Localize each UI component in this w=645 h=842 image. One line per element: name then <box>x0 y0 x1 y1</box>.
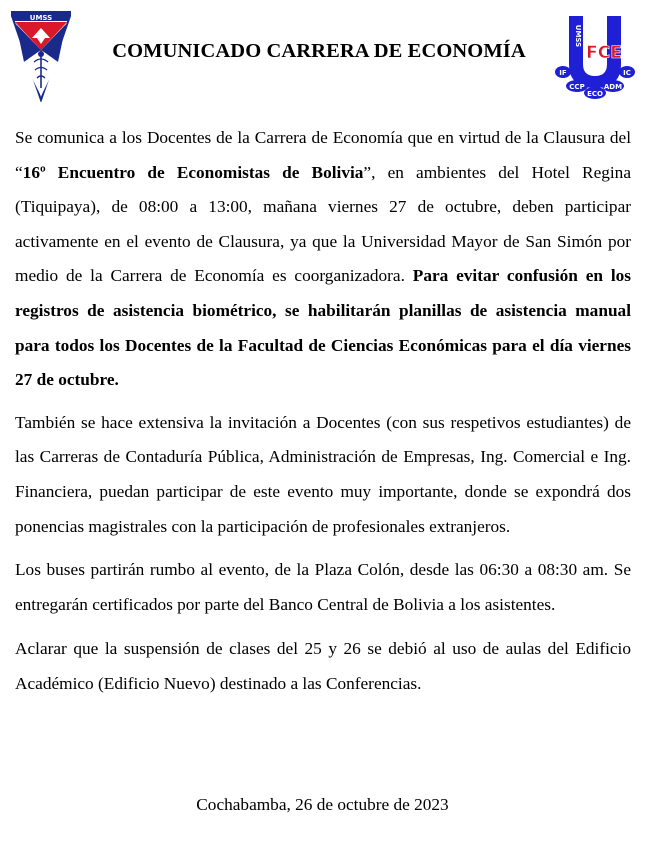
fce-badge-ic: IC <box>623 69 631 77</box>
attendance-notice: Para evitar confusión en los registros de asistencia biométrico, se habilitarán planillas de asistencia manual para todos los Docentes de la Facultad de Ciencias Económicas para el día viernes 27 de octubre. <box>15 266 632 390</box>
document-header <box>0 0 645 110</box>
paragraph-buses: Los buses partirán rumbo al evento, de la Plaza Colón, desde las 06:30 a 08:30 am. Se entregarán certificados por parte del Banco Central de Bolivia a los asistentes. <box>15 560 631 614</box>
umss-shield-logo <box>10 10 72 102</box>
intro-text-1: Se comunica a los Docentes de la Carrera de Economía que en virtud de la Clausura del “ <box>15 128 631 182</box>
paragraph-intro <box>15 121 631 398</box>
page-title: COMUNICADO CARRERA DE ECONOMÍA <box>112 40 526 62</box>
fce-side-text: UMSS <box>574 24 582 48</box>
event-name: 16º Encuentro de Economistas de Bolivia <box>22 162 364 182</box>
communique-body <box>15 121 631 702</box>
fce-badge-adm: ADM <box>603 83 623 91</box>
fce-badge-ccp: CCP <box>569 83 585 91</box>
place-date: Cochabamba, 26 de octubre de 2023 <box>196 795 449 814</box>
fce-badge-if: IF <box>559 69 567 77</box>
fce-logo <box>555 14 635 100</box>
umss-shield-text: UMSS <box>29 14 53 22</box>
fce-badge-eco: ECO <box>587 90 603 98</box>
fce-main-text: FCE <box>586 43 622 63</box>
paragraph-suspension: Aclarar que la suspensión de clases del 25 y 26 se debió al uso de aulas del Edificio Académico (Edificio Nuevo) destinado a las Conferencias. <box>15 639 631 693</box>
paragraph-invitation: También se hace extensiva la invitación a Docentes (con sus respetivos estudiantes) de las Carreras de Contaduría Pública, Administración de Empresas, Ing. Comercial e Ing. Financiera, puedan participar de este evento muy importante, donde se expondrá dos ponencias magistrales con la participación de profesionales extranjeros. <box>15 412 631 536</box>
intro-text-2: ”, en ambientes del Hotel Regina (Tiquipaya), de 08:00 a 13:00, mañana viernes 27 de octubre, deben participar activamente en el evento de Clausura, ya que la Universidad Mayor de San Simón por medio de la Carrera de Economía es coorganizadora. <box>15 162 631 286</box>
